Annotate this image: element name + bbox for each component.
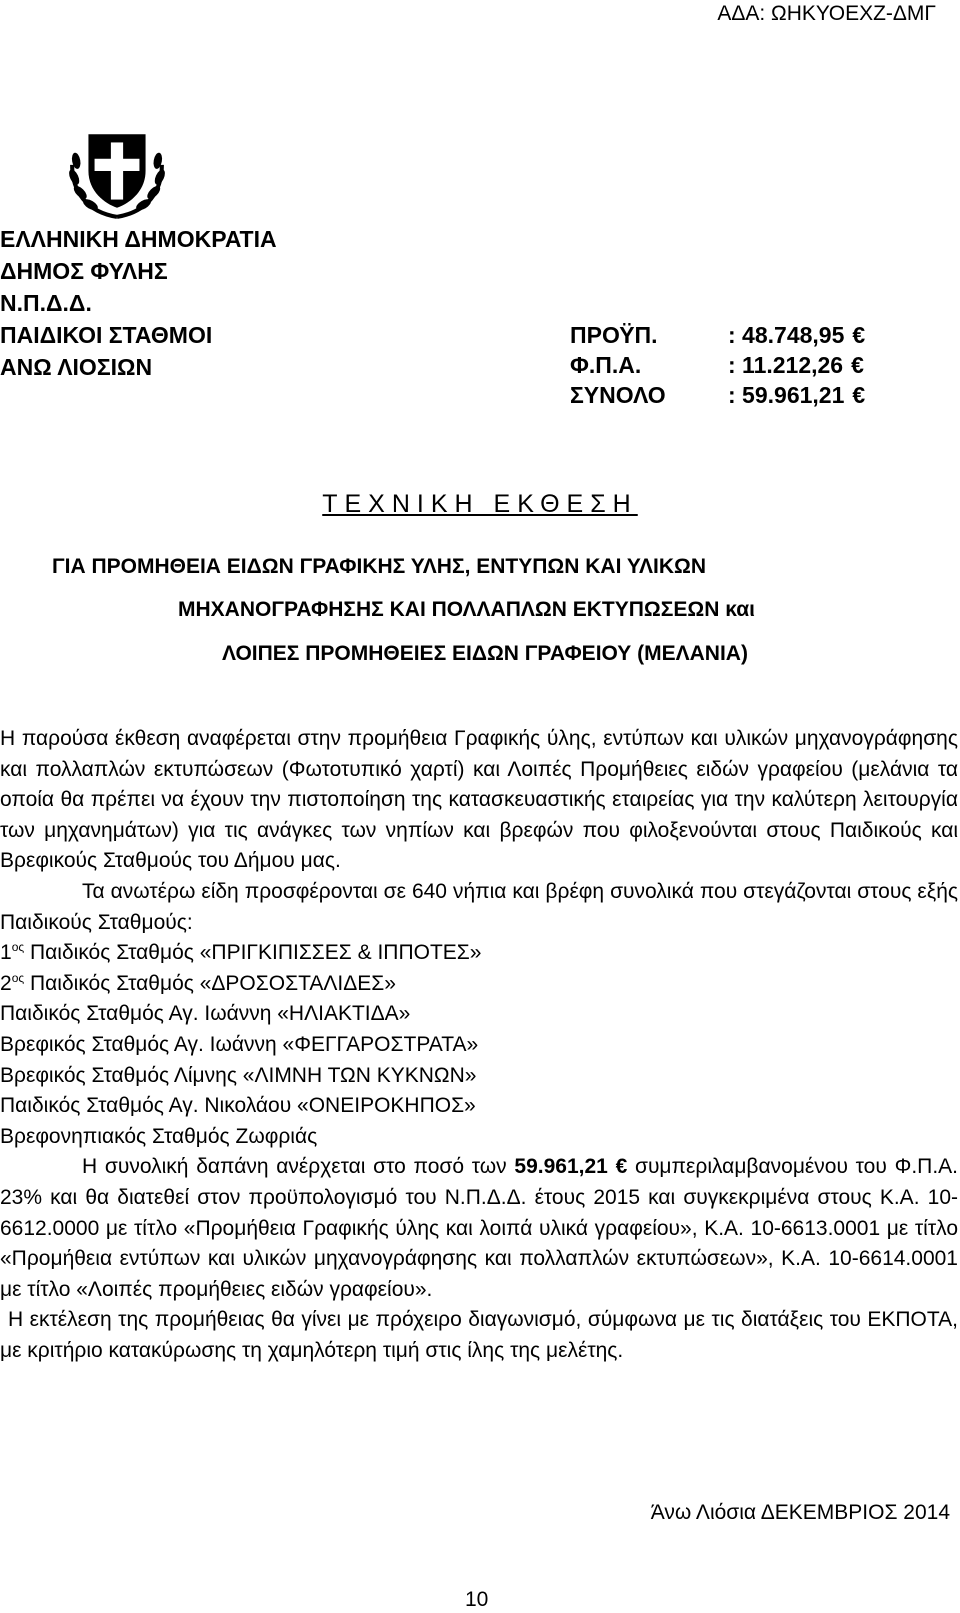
subtitle-line: ΜΗΧΑΝΟΓΡΑΦΗΣΗΣ ΚΑΙ ΠΟΛΛΑΠΛΩΝ ΕΚΤΥΠΩΣΕΩΝ και — [178, 598, 755, 621]
issuer-line: Ν.Π.Δ.Δ. — [0, 290, 92, 316]
report-body — [0, 724, 958, 1366]
page-number: 10 — [465, 1588, 489, 1611]
procedure-paragraph: Η εκτέλεση της προμήθειας θα γίνει με πρόχειρο διαγωνισμό, σύμφωνα με τις διατάξεις του ΕΚΠΟΤΑ, με κριτήριο κατακύρωσης τη χαμηλότερη τιμή στις ίλης της μελέτης. — [0, 1308, 958, 1362]
greek-state-emblem-icon — [66, 120, 168, 222]
station-item: Παιδικός Σταθμός Αγ. Ιωάννη «ΗΛΙΑΚΤΙΔΑ» — [0, 1002, 411, 1026]
station-item: Βρεφονηπιακός Σταθμός Ζωφριάς — [0, 1124, 318, 1148]
issuer-line: ΕΛΛΗΝΙΚΗ ΔΗΜΟΚΡΑΤΙΑ — [0, 226, 277, 252]
issuer-line: ΔΗΜΟΣ ΦΥΛΗΣ — [0, 258, 168, 284]
station-item: Βρεφικός Σταθμός Αγ. Ιωάννη «ΦΕΓΓΑΡΟΣΤΡΑΤΑ» — [0, 1032, 479, 1056]
subtitle-line: ΛΟΙΠΕΣ ΠΡΟΜΗΘΕΙΕΣ ΕΙΔΩΝ ΓΡΑΦΕΙΟΥ (ΜΕΛΑΝΙΑ) — [222, 642, 748, 665]
intro-paragraph: Η παρούσα έκθεση αναφέρεται στην προμήθεια Γραφικής ύλης, εντύπων και υλικών μηχανογράφησης και πολλαπλών εκτυπώσεων (Φωτοτυπικό χαρτί) και Λοιπές Προμήθειες ειδών γραφείου (μελάνια τα οποία θα πρέπει να έχουν την πιστοποίηση της κατασκευαστικής εταιρείας για την καλύτερη λειτουργία των μηχανημάτων) για τις ανάγκες των νηπίων και βρεφών που φιλοξενούνται στους Παιδικούς και Βρεφικούς Σταθμούς του Δήμου μας. — [0, 727, 958, 873]
budget-value: : 48.748,95 € — [728, 322, 866, 348]
budget-value: : 11.212,26 € — [728, 352, 864, 378]
euro-icon: € — [852, 322, 866, 348]
station-item: Παιδικός Σταθμός Αγ. Νικολάου «ΟΝΕΙΡΟΚΗΠΟΣ» — [0, 1094, 476, 1118]
station-item: Βρεφικός Σταθμός Λίμνης «ΛΙΜΝΗ ΤΩΝ ΚΥΚΝΩΝ» — [0, 1063, 477, 1087]
euro-icon: € — [851, 352, 864, 378]
issuer-line: ΑΝΩ ΛΙΟΣΙΩΝ — [0, 354, 153, 380]
document-date: Άνω Λιόσια ΔΕΚΕΜΒΡΙΟΣ 2014 — [650, 1501, 950, 1524]
subtitle-line: ΓΙΑ ΠΡΟΜΗΘΕΙΑ ΕΙΔΩΝ ΓΡΑΦΙΚΗΣ ΥΛΗΣ, ΕΝΤΥΠΩΝ ΚΑΙ ΥΛΙΚΩΝ — [52, 555, 706, 578]
cost-paragraph: Η συνολική δαπάνη ανέρχεται στο ποσό των 59.961,21 € συμπεριλαμβανομένου του Φ.Π.Α. 23% και θα διατεθεί στον προϋπολογισμό του Ν.Π.Δ.Δ. έτους 2015 και συγκεκριμένα στους Κ.Α. 10-6612.0000 με τίτλο «Προμήθεια Γραφικής ύλης και λοιπά υλικά γραφείου», Κ.Α. 10-6613.0001 με τίτλο «Προμήθεια εντύπων και υλικών μηχανογράφησης και πολλαπλών εκτυπώσεων», Κ.Α. 10-6614.0001 με τίτλο «Λοιπές προμήθειες ειδών γραφείου». — [0, 1155, 958, 1301]
budget-value: : 59.961,21 € — [728, 382, 866, 408]
scope-paragraph: Τα ανωτέρω είδη προσφέρονται σε 640 νήπια και βρέφη συνολικά που στεγάζονται στους εξής Παιδικούς Σταθμούς: — [0, 879, 958, 934]
issuer-line: ΠΑΙΔΙΚΟΙ ΣΤΑΘΜΟΙ — [0, 322, 213, 348]
document-title: ΤΕΧΝΙΚΗ ΕΚΘΕΣΗ — [322, 490, 638, 518]
station-item: $2^{o\varsigma}$ Παιδικός Σταθμός «ΔΡΟΣΟΣΤΑΛΙΔΕΣ» — [0, 970, 396, 995]
budget-label: ΣΥΝΟΛΟ — [570, 382, 666, 408]
station-item: $1^{o\varsigma}$ Παιδικός Σταθμός «ΠΡΙΓΚΙΠΙΣΣΕΣ & ΙΠΠΟΤΕΣ» — [0, 940, 482, 965]
ada-code: ΑΔΑ: ΩΗΚΥΟΕΧΖ-ΔΜΓ — [717, 2, 936, 25]
budget-label: Φ.Π.Α. — [570, 352, 642, 378]
total-amount: 59.961,21 € — [514, 1155, 628, 1179]
euro-icon: € — [852, 382, 866, 408]
budget-label: ΠΡΟΫΠ. — [570, 322, 658, 348]
